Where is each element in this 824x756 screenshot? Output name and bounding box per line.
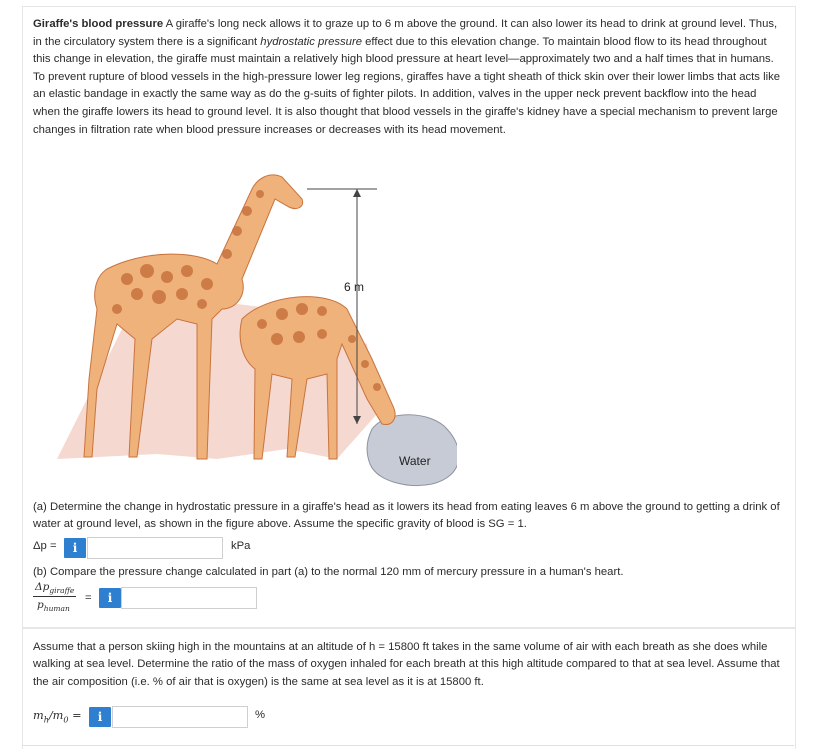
pressure-ratio-fraction <box>33 581 76 613</box>
divider <box>22 745 794 746</box>
mass-ratio-input[interactable] <box>112 706 248 728</box>
ratio-den-var: p <box>37 599 44 612</box>
intro-title: Giraffe's blood pressure <box>33 18 164 30</box>
intro-paragraph <box>33 16 785 139</box>
info-icon[interactable]: i <box>89 707 111 727</box>
water-puddle <box>367 415 457 486</box>
problem-card-2 <box>22 628 796 749</box>
intro-text-1: A giraffe's long neck allows it to graze up to 6 m above the ground. It can also lower its head to drink at ground level. Thus, in the circulatory system there is a significant <box>33 18 778 48</box>
delta-p-input[interactable] <box>87 537 223 559</box>
mass-ratio-unit: % <box>255 709 266 721</box>
info-icon[interactable]: i <box>64 538 86 558</box>
mass-ratio-label: $m_h/m_0$ = <box>33 709 82 725</box>
part-b-text: (b) Compare the pressure change calculated in part (a) to the normal 120 mm of mercury pressure in a human's heart. <box>33 566 624 578</box>
ratio-equals: = <box>85 592 92 604</box>
problem-card-1 <box>22 6 796 628</box>
water-label: Water <box>399 454 431 468</box>
giraffe-figure <box>37 159 457 489</box>
intro-text-2: effect due to this elevation change. To maintain blood flow to its head throughout this change in elevation, the giraffe must maintain a relatively high blood pressure at heart level—approximately two and a half times that in humans. To prevent rupture of blood vessels in the high-pressure lower leg regions, giraffes have a tight sheath of thick skin over their lower limbs that acts like an elastic bandage in exactly the same way as do the g-suits of fighter pilots. In addition, valves in the upper neck prevent backflow into the head when the giraffe lowers its head to ground level. It is also thought that blood vessels in the giraffe's kidney have a special mechanism to prevent large changes in filtration rate when blood pressure increases or decreases with its head movement. <box>33 35 781 136</box>
part-a-text: (a) Determine the change in hydrostatic pressure in a giraffe's head as it lowers its head from eating leaves 6 m above the ground to getting a drink of water at ground level, as shown in the figure above. Assume the specific gravity of blood is SG = 1. <box>33 501 780 531</box>
ratio-den-sub: human <box>43 604 70 614</box>
intro-italic: hydrostatic pressure <box>260 35 363 48</box>
pressure-ratio-input[interactable] <box>121 587 257 609</box>
ratio-num-sub: giraffe <box>49 586 75 596</box>
delta-p-label: Δp = <box>33 540 57 552</box>
info-icon[interactable]: i <box>99 588 121 608</box>
height-label: 6 m <box>344 280 365 294</box>
q2-text: Assume that a person skiing high in the mountains at an altitude of h = 15800 ft takes in the same volume of air with each breath as she does while walking at sea level. Determine the ratio of the mass of oxygen inhaled for each breath at this high altitude compared to that at sea level. Assume that the air composition (i.e. % of air that is oxygen) is the same at sea level as it is at 15800 ft. <box>33 641 780 688</box>
ratio-num-var: Δp <box>35 581 50 593</box>
delta-p-unit: kPa <box>231 540 251 552</box>
